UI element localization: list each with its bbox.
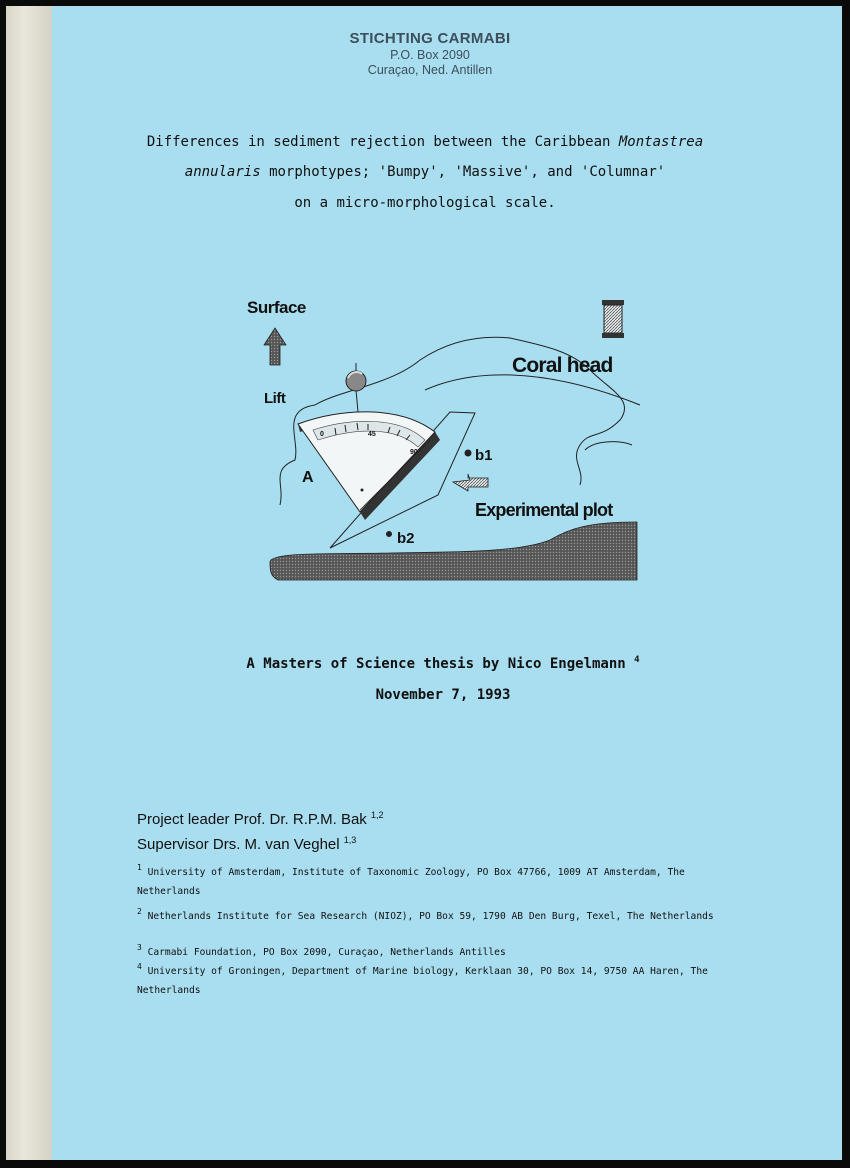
affiliation-number: 2 (137, 907, 142, 916)
label-a: A (302, 469, 314, 486)
title-text: morphotypes; 'Bumpy', 'Massive', and 'Columnar' (260, 164, 666, 180)
experiment-diagram (240, 290, 660, 590)
title-line-2 (0, 164, 850, 180)
surface-label: Surface (247, 298, 306, 317)
coral-contour (425, 375, 640, 405)
lift-label: Lift (264, 390, 286, 407)
supervisor-footnote-ref: 1,3 (343, 835, 357, 845)
affiliation-number: 4 (137, 962, 142, 971)
sediment-ground (270, 522, 637, 580)
float-string (356, 390, 358, 412)
title-species: annularis (184, 164, 261, 180)
supervisor (137, 835, 356, 853)
stamp-po-box: P.O. Box 2090 (390, 48, 470, 62)
stamp-organization: STICHTING CARMABI (349, 30, 511, 47)
marker-b2 (386, 531, 392, 537)
scale-label-45: 45 (368, 431, 376, 438)
sediment-jar-icon (602, 300, 624, 338)
coral-head-label: Coral head (512, 354, 613, 377)
supervisor-text: Supervisor Drs. M. van Veghel (137, 836, 340, 853)
affiliation-number: 3 (137, 943, 142, 952)
byline-footnote-ref: 4 (634, 655, 640, 665)
affiliation-number: 1 (137, 863, 142, 872)
project-leader-text: Project leader Prof. Dr. R.P.M. Bak (137, 811, 367, 828)
scale-label-90: 90 (410, 449, 418, 456)
experimental-plot-arrow-icon (453, 474, 488, 491)
thesis-date: November 7, 1993 (375, 687, 511, 703)
thesis-byline (0, 655, 850, 672)
project-leader (137, 810, 384, 828)
title-text: Differences in sediment rejection between the Caribbean (146, 134, 619, 150)
instrument-pivot (361, 489, 364, 492)
affiliation-2 (137, 902, 752, 926)
float-ball-icon (346, 371, 366, 391)
affiliation-text: Carmabi Foundation, PO Box 2090, Curaçao, Netherlands Antilles (147, 947, 506, 958)
affiliation-text: Netherlands Institute for Sea Research (NIOZ), PO Box 59, 1790 AB Den Burg, Texel, The Netherlands (147, 911, 714, 922)
project-leader-footnote-ref: 1,2 (370, 810, 384, 820)
scale-label-0: 0 (320, 431, 324, 438)
experimental-plot-label: Experimental plot (475, 500, 613, 520)
affiliation-1 (137, 858, 752, 901)
coral-contour (585, 442, 632, 450)
label-b2: b2 (397, 530, 415, 547)
affiliation-text: University of Amsterdam, Institute of Taxonomic Zoology, PO Box 47766, 1009 AT Amsterdam, The Netherlands (137, 867, 685, 897)
title-line-1 (0, 134, 850, 150)
affiliation-text: University of Groningen, Department of Marine biology, Kerklaan 30, PO Box 14, 9750 AA Haren, The Netherlands (137, 966, 708, 996)
lift-arrow-icon (264, 328, 286, 365)
stamp-location: Curaçao, Ned. Antillen (367, 63, 493, 77)
byline-text: A Masters of Science thesis by Nico Engelmann (246, 656, 626, 672)
title-line-3: on a micro-morphological scale. (294, 195, 556, 211)
affiliation-4 (137, 957, 752, 1000)
marker-b1 (465, 450, 472, 457)
label-b1: b1 (475, 447, 493, 464)
title-genus: Montastrea (618, 134, 704, 150)
